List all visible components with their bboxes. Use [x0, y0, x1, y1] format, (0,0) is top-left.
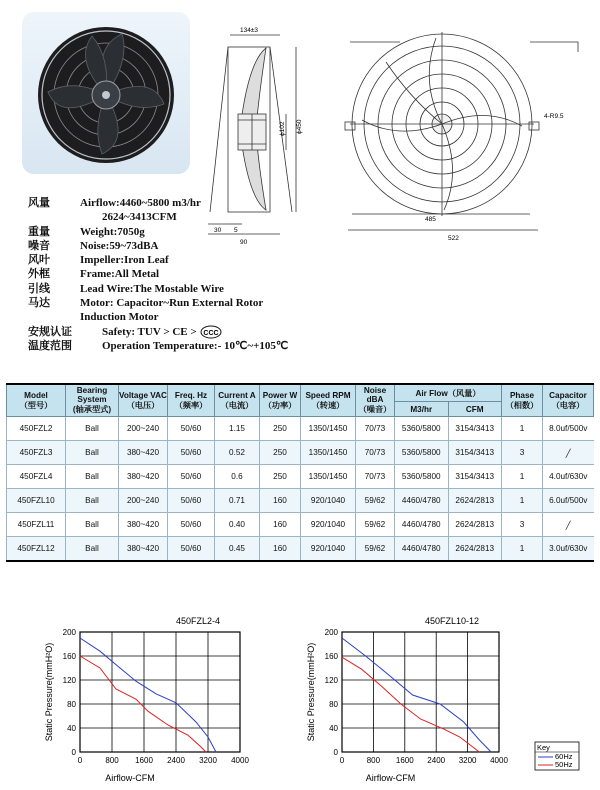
x-axis-label: Airflow-CFM	[365, 773, 416, 783]
cell: 5360/5800	[395, 417, 449, 441]
spec-value: Airflow:4460~5800 m3/hr	[80, 197, 201, 209]
cell: 0.40	[215, 513, 260, 537]
cell-model: 450FZL12	[7, 537, 66, 562]
cell: Ball	[66, 537, 119, 562]
cell: Ball	[66, 441, 119, 465]
series-line-50hz	[342, 657, 479, 752]
cell: ╱	[543, 513, 594, 537]
ccc-certification-icon	[200, 325, 222, 339]
table-row	[7, 465, 594, 489]
cell: Ball	[66, 465, 119, 489]
spec-label-cn: 安规认证	[28, 325, 72, 338]
spec-motor-cont: Induction Motor	[80, 311, 159, 324]
cell: 160	[260, 537, 301, 562]
spec-label-cn: 风叶	[28, 254, 50, 267]
cell: 380~420	[119, 441, 168, 465]
table-row	[7, 489, 594, 513]
cell: 380~420	[119, 513, 168, 537]
cell-model: 450FZL2	[7, 417, 66, 441]
x-tick-label: 4000	[231, 756, 249, 765]
cell: 50/60	[168, 465, 215, 489]
cell: 920/1040	[301, 513, 356, 537]
cell: 3	[502, 441, 543, 465]
cell: Ball	[66, 489, 119, 513]
cell: 3154/3413	[448, 417, 502, 441]
cell: 59/62	[356, 489, 395, 513]
x-tick-label: 3200	[199, 756, 217, 765]
cell: 200~240	[119, 489, 168, 513]
y-tick-label: 80	[329, 700, 338, 709]
spec-label-cn: 噪音	[28, 239, 50, 252]
col-cfm: CFM	[448, 402, 502, 417]
cell: 4460/4780	[395, 489, 449, 513]
cell: 59/62	[356, 513, 395, 537]
col-phase: Phase （相数）	[502, 384, 543, 417]
cell-model: 450FZL4	[7, 465, 66, 489]
col-model: Model （型号）	[7, 384, 66, 417]
cell: 3154/3413	[448, 441, 502, 465]
dim-5: 5	[234, 227, 238, 234]
col-bearing: Bearing System (轴承型式)	[66, 384, 119, 417]
spec-label-cn: 外框	[28, 268, 50, 281]
cell: 1	[502, 489, 543, 513]
cell: 160	[260, 513, 301, 537]
series-line-60hz	[342, 638, 491, 752]
chart-frame	[80, 632, 240, 752]
cell: 1	[502, 465, 543, 489]
table-row	[7, 513, 594, 537]
legend-title: Key	[537, 743, 550, 752]
y-axis-label: Static Pressure(mmH²O)	[306, 642, 316, 742]
cell: 380~420	[119, 537, 168, 562]
cell: 4460/4780	[395, 537, 449, 562]
cell: Ball	[66, 417, 119, 441]
cell: 70/73	[356, 417, 395, 441]
cell: 920/1040	[301, 537, 356, 562]
cell: 3	[502, 513, 543, 537]
y-tick-label: 120	[324, 676, 338, 685]
cell: 50/60	[168, 417, 215, 441]
chart-frame	[342, 632, 499, 752]
spec-temperature	[28, 339, 288, 353]
cell: 70/73	[356, 441, 395, 465]
cell: 250	[260, 417, 301, 441]
performance-charts	[0, 600, 600, 790]
x-tick-label: 2400	[427, 756, 446, 765]
x-tick-label: 4000	[490, 756, 508, 765]
y-tick-label: 40	[67, 724, 76, 733]
x-tick-label: 1600	[395, 756, 414, 765]
y-axis-label: Static Pressure(mmH²O)	[44, 642, 54, 742]
spec-airflow-cfm: 2624~3413CFM	[102, 211, 177, 224]
y-tick-label: 160	[324, 652, 338, 661]
table-row	[7, 537, 594, 562]
legend-label: 60Hz	[555, 752, 573, 761]
y-tick-label: 40	[329, 724, 338, 733]
x-tick-label: 1600	[135, 756, 153, 765]
cell: 1350/1450	[301, 417, 356, 441]
col-speed: Speed RPM （转速）	[301, 384, 356, 417]
cell: 250	[260, 465, 301, 489]
x-tick-label: 3200	[458, 756, 477, 765]
cell: 0.45	[215, 537, 260, 562]
cell: 200~240	[119, 417, 168, 441]
cell: 920/1040	[301, 489, 356, 513]
cell: 4460/4780	[395, 513, 449, 537]
cell: 3.0uf/630v	[543, 537, 594, 562]
cell: 1.15	[215, 417, 260, 441]
x-axis-label: Airflow-CFM	[105, 773, 155, 783]
cell: 6.0uf/500v	[543, 489, 594, 513]
y-tick-label: 160	[62, 652, 76, 661]
col-airflow: Air Flow（风量）	[395, 384, 502, 402]
spec-label-cn: 温度范围	[28, 339, 72, 352]
spec-label-cn: 风量	[28, 197, 50, 209]
cell-model: 450FZL11	[7, 513, 66, 537]
cell: 2624/2813	[448, 489, 502, 513]
cell: 0.6	[215, 465, 260, 489]
cell-model: 450FZL3	[7, 441, 66, 465]
cell: 0.52	[215, 441, 260, 465]
cell: 50/60	[168, 537, 215, 562]
y-tick-label: 120	[62, 676, 76, 685]
chart-title: 450FZL10-12	[424, 616, 479, 626]
y-tick-label: 0	[71, 748, 76, 757]
cell: 5360/5800	[395, 465, 449, 489]
spec-noise	[28, 239, 288, 253]
cell: 50/60	[168, 441, 215, 465]
y-tick-label: 80	[67, 700, 76, 709]
cell: 2624/2813	[448, 513, 502, 537]
cell: 2624/2813	[448, 537, 502, 562]
dim-450: ϕ450	[296, 119, 303, 134]
y-tick-label: 0	[333, 748, 338, 757]
cell: ╱	[543, 441, 594, 465]
spec-value: Noise:59~73dBA	[80, 239, 159, 252]
spec-airflow	[28, 196, 288, 210]
spec-impeller	[28, 253, 288, 267]
dim-522: 522	[448, 235, 459, 242]
cell: 250	[260, 441, 301, 465]
col-capacitor: Capacitor （电容）	[543, 384, 594, 417]
cell: 5360/5800	[395, 441, 449, 465]
cell: 70/73	[356, 465, 395, 489]
dim-485: 485	[425, 216, 436, 223]
spec-value: Impeller:Iron Leaf	[80, 254, 169, 267]
spec-value: Lead Wire:The Mostable Wire	[80, 282, 224, 295]
x-tick-label: 800	[366, 756, 381, 765]
cell: 8.0uf/500v	[543, 417, 594, 441]
spec-label-cn: 引线	[28, 282, 50, 295]
cell: 59/62	[356, 537, 395, 562]
cell: 3154/3413	[448, 465, 502, 489]
cell: 1350/1450	[301, 465, 356, 489]
spec-value: Operation Temperature:- 10℃~+105℃	[102, 339, 289, 352]
series-line-60hz	[80, 638, 216, 752]
front-view-drawing	[345, 32, 578, 230]
cell: 50/60	[168, 513, 215, 537]
spec-label-cn: 重量	[28, 225, 50, 238]
spec-value: Safety: TUV > CE >	[102, 325, 197, 338]
cell: 1	[502, 417, 543, 441]
cell: 380~420	[119, 465, 168, 489]
x-tick-label: 0	[77, 756, 83, 765]
spec-value: Frame:All Metal	[80, 268, 160, 281]
spec-motor	[28, 296, 288, 310]
spec-safety	[28, 325, 288, 339]
x-tick-label: 2400	[167, 756, 185, 765]
spec-list	[28, 196, 288, 353]
spec-frame	[28, 267, 288, 281]
spec-weight	[28, 225, 288, 239]
spec-value: Weight:7050g	[80, 225, 145, 238]
spec-label-cn: 马达	[28, 297, 50, 310]
dim-holes: 4-R9.5	[544, 113, 564, 120]
col-power: Power W （功率）	[260, 384, 301, 417]
x-tick-label: 800	[105, 756, 119, 765]
y-tick-label: 200	[62, 628, 76, 637]
model-table	[6, 383, 594, 562]
cell: Ball	[66, 513, 119, 537]
cell: 1350/1450	[301, 441, 356, 465]
spec-lead-wire	[28, 282, 288, 296]
dim-102: ϕ102	[279, 121, 286, 136]
col-m3hr: M3/hr	[395, 402, 449, 417]
chart-title: 450FZL2-4	[175, 616, 220, 626]
fan-image	[22, 12, 190, 174]
col-freq: Freq. Hz （频率）	[168, 384, 215, 417]
legend-label: 50Hz	[555, 760, 573, 769]
y-tick-label: 200	[324, 628, 338, 637]
cell-model: 450FZL10	[7, 489, 66, 513]
x-tick-label: 0	[339, 756, 345, 765]
table-row	[7, 441, 594, 465]
cell: 0.71	[215, 489, 260, 513]
cell: 1	[502, 537, 543, 562]
col-voltage: Voltage VAC （电压）	[119, 384, 168, 417]
cell: 4.0uf/630v	[543, 465, 594, 489]
dim-134: 134±3	[240, 27, 259, 34]
fan-photo	[22, 12, 190, 174]
dim-90: 90	[240, 239, 248, 246]
spec-table	[6, 383, 594, 562]
col-current: Current A （电流）	[215, 384, 260, 417]
table-row	[7, 417, 594, 441]
cell: 160	[260, 489, 301, 513]
svg-text:CCC: CCC	[203, 329, 219, 337]
col-noise: Noise dBA （噪音）	[356, 384, 395, 417]
cell: 50/60	[168, 489, 215, 513]
dim-30: 30	[214, 227, 222, 234]
spec-value: Motor: Capacitor~Run External Rotor	[80, 297, 264, 310]
